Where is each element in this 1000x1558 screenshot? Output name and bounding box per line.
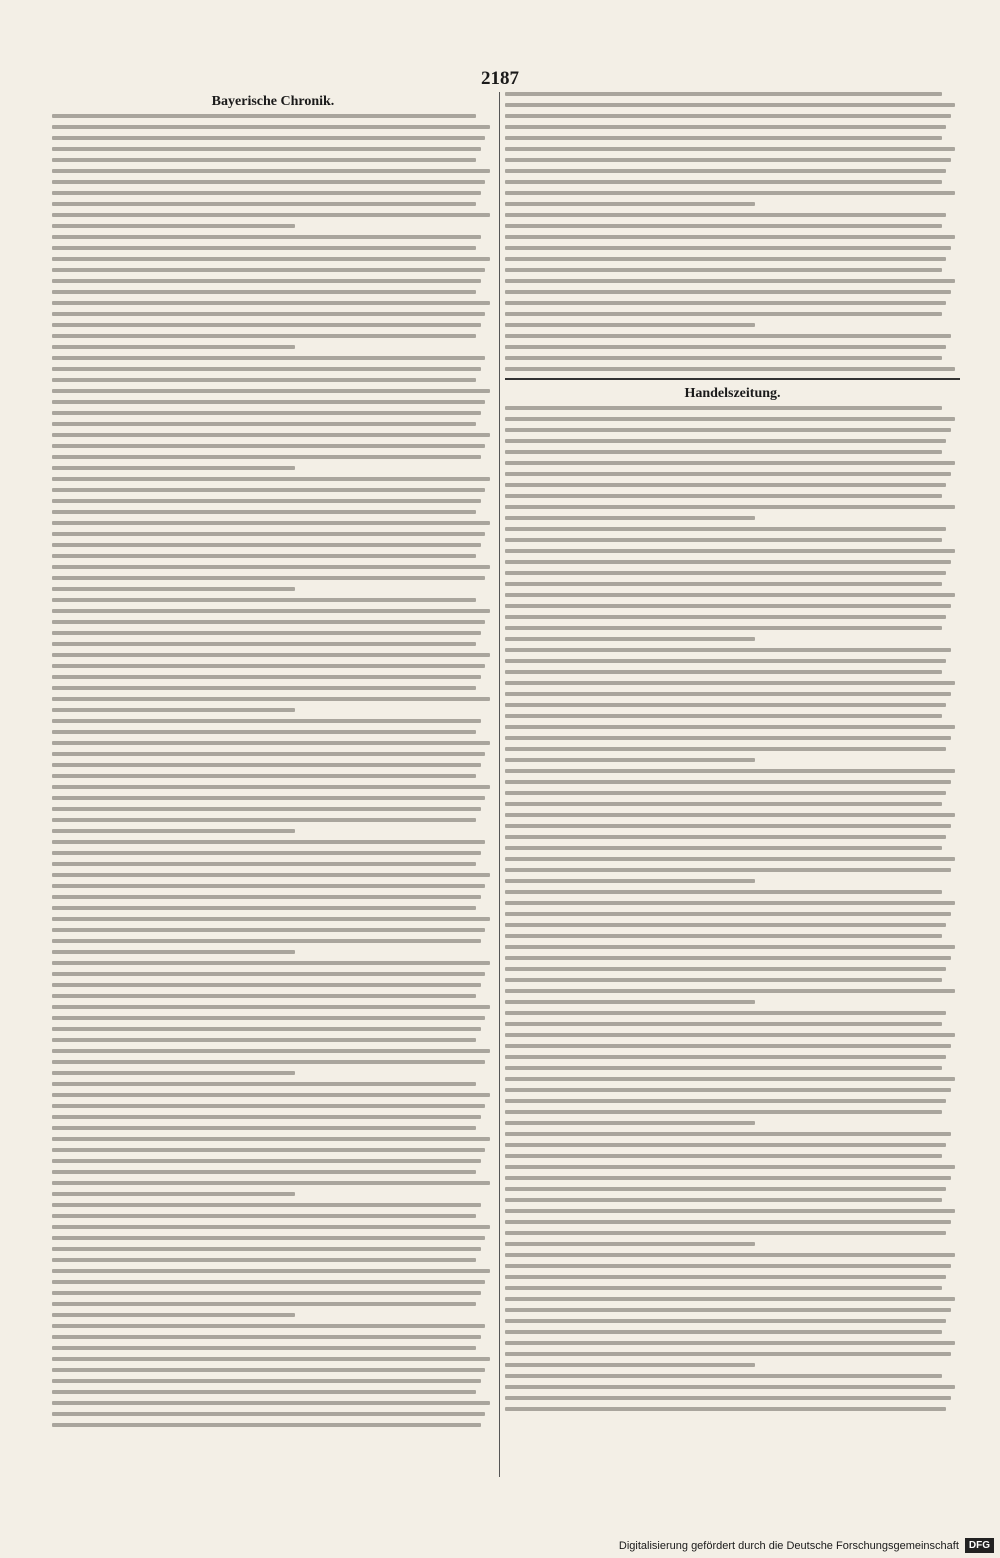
text-line	[52, 169, 490, 173]
text-line	[52, 939, 481, 943]
section-rule	[505, 378, 960, 380]
text-line	[505, 1308, 951, 1312]
text-line	[52, 1346, 476, 1350]
text-line	[52, 917, 490, 921]
text-line	[52, 499, 481, 503]
text-line	[52, 1335, 481, 1339]
text-line	[52, 1368, 485, 1372]
text-line	[52, 642, 476, 646]
text-line	[505, 681, 955, 685]
text-line	[52, 587, 295, 591]
text-line	[505, 912, 951, 916]
text-line	[505, 890, 942, 894]
text-line	[52, 620, 485, 624]
text-line	[52, 1401, 490, 1405]
text-line	[505, 1374, 942, 1378]
text-line	[52, 1137, 490, 1141]
text-line	[505, 747, 946, 751]
text-line	[505, 417, 955, 421]
text-line	[505, 1275, 946, 1279]
text-line	[52, 961, 490, 965]
dfg-logo: DFG	[965, 1538, 994, 1553]
text-line	[52, 543, 481, 547]
text-line	[505, 659, 946, 663]
text-line	[52, 433, 490, 437]
text-line	[52, 983, 481, 987]
text-line	[52, 708, 295, 712]
text-line	[505, 1176, 951, 1180]
text-line	[505, 1154, 942, 1158]
text-line	[505, 1341, 955, 1345]
text-line	[52, 290, 476, 294]
text-line	[52, 840, 485, 844]
text-line	[505, 648, 951, 652]
text-line	[52, 1082, 476, 1086]
text-line	[505, 1242, 755, 1246]
text-line	[52, 312, 485, 316]
text-line	[52, 1093, 490, 1097]
right-column-text-top	[505, 92, 960, 371]
text-line	[505, 334, 951, 338]
text-line	[505, 147, 955, 151]
text-line	[52, 774, 476, 778]
text-line	[52, 114, 476, 118]
text-line	[505, 1198, 942, 1202]
text-line	[52, 972, 485, 976]
text-line	[505, 483, 946, 487]
text-line	[505, 527, 946, 531]
text-line	[505, 92, 942, 96]
text-line	[52, 521, 490, 525]
text-line	[505, 703, 946, 707]
text-line	[52, 752, 485, 756]
text-line	[505, 202, 755, 206]
text-line	[52, 268, 485, 272]
text-line	[52, 1181, 490, 1185]
text-line	[505, 846, 942, 850]
text-line	[52, 1236, 485, 1240]
text-line	[52, 1126, 476, 1130]
text-line	[505, 945, 955, 949]
text-line	[505, 736, 951, 740]
text-line	[505, 158, 951, 162]
text-line	[505, 1231, 946, 1235]
text-line	[505, 923, 946, 927]
footer-credit: Digitalisierung gefördert durch die Deutsche Forschungsgemeinschaft	[618, 1539, 959, 1552]
text-line	[52, 576, 485, 580]
text-line	[52, 873, 490, 877]
text-line	[505, 1330, 942, 1334]
text-line	[52, 598, 476, 602]
text-line	[52, 1247, 481, 1251]
text-line	[505, 224, 942, 228]
text-line	[505, 213, 946, 217]
text-line	[505, 582, 942, 586]
text-line	[52, 1390, 476, 1394]
text-line	[505, 1319, 946, 1323]
text-line	[52, 488, 485, 492]
text-line	[505, 802, 942, 806]
text-line	[505, 450, 942, 454]
text-line	[52, 1423, 481, 1427]
text-line	[52, 147, 481, 151]
text-line	[52, 565, 490, 569]
text-line	[52, 1060, 485, 1064]
text-line	[505, 967, 946, 971]
text-line	[505, 714, 942, 718]
text-line	[52, 356, 485, 360]
text-line	[505, 1396, 951, 1400]
text-line	[505, 879, 755, 883]
text-line	[52, 928, 485, 932]
text-line	[505, 1209, 955, 1213]
text-line	[505, 367, 955, 371]
text-line	[52, 510, 476, 514]
text-line	[52, 1071, 295, 1075]
text-line	[505, 857, 955, 861]
text-line	[505, 1264, 951, 1268]
section-title-bayerische-chronik: Bayerische Chronik.	[211, 94, 335, 109]
text-line	[52, 334, 476, 338]
text-line	[505, 246, 951, 250]
text-line	[52, 411, 481, 415]
text-line	[52, 554, 476, 558]
text-line	[52, 323, 481, 327]
text-line	[52, 1302, 476, 1306]
text-line	[505, 549, 955, 553]
text-line	[505, 835, 946, 839]
text-line	[505, 1220, 951, 1224]
text-line	[505, 1187, 946, 1191]
text-line	[505, 136, 942, 140]
text-line	[52, 818, 476, 822]
text-line	[52, 1412, 485, 1416]
text-line	[52, 1214, 476, 1218]
text-line	[52, 1016, 485, 1020]
text-line	[52, 730, 476, 734]
text-line	[52, 1313, 295, 1317]
text-line	[52, 862, 476, 866]
text-line	[505, 1077, 955, 1081]
text-line	[505, 461, 955, 465]
text-line	[52, 653, 490, 657]
text-line	[505, 268, 942, 272]
text-line	[52, 180, 485, 184]
text-line	[505, 615, 946, 619]
text-line	[505, 180, 942, 184]
text-line	[52, 950, 295, 954]
text-line	[52, 1170, 476, 1174]
text-line	[52, 1005, 490, 1009]
text-line	[505, 1407, 946, 1411]
text-line	[505, 1055, 946, 1059]
text-line	[52, 609, 490, 613]
text-line	[52, 807, 481, 811]
text-line	[505, 1165, 955, 1169]
text-line	[505, 560, 951, 564]
text-line	[52, 851, 481, 855]
text-line	[505, 356, 942, 360]
text-line	[505, 494, 942, 498]
text-line	[505, 1011, 946, 1015]
text-line	[52, 235, 481, 239]
text-line	[52, 763, 481, 767]
text-line	[505, 604, 951, 608]
text-line	[505, 1121, 755, 1125]
text-line	[505, 257, 946, 261]
text-line	[52, 1357, 490, 1361]
text-line	[52, 1280, 485, 1284]
text-line	[52, 477, 490, 481]
text-line	[52, 675, 481, 679]
text-line	[52, 906, 476, 910]
text-line	[505, 538, 942, 542]
text-line	[505, 813, 955, 817]
text-line	[52, 422, 476, 426]
text-line	[505, 868, 951, 872]
text-line	[505, 1385, 955, 1389]
text-line	[52, 246, 476, 250]
text-line	[52, 1192, 295, 1196]
right-column-text-bottom	[505, 406, 960, 1411]
text-line	[505, 169, 946, 173]
text-line	[505, 956, 951, 960]
text-line	[505, 1000, 755, 1004]
text-line	[52, 1225, 490, 1229]
text-line	[505, 901, 955, 905]
text-line	[52, 1027, 481, 1031]
page-number: 2187	[481, 68, 519, 89]
text-line	[52, 400, 485, 404]
text-line	[505, 114, 951, 118]
text-line	[505, 301, 946, 305]
text-line	[52, 224, 295, 228]
text-line	[505, 637, 755, 641]
text-line	[52, 1049, 490, 1053]
text-line	[505, 1253, 955, 1257]
text-line	[52, 741, 490, 745]
text-line	[52, 279, 481, 283]
text-line	[52, 829, 295, 833]
text-line	[505, 593, 955, 597]
text-line	[505, 1099, 946, 1103]
text-line	[505, 769, 955, 773]
text-line	[505, 1088, 951, 1092]
text-line	[52, 158, 476, 162]
text-line	[505, 692, 951, 696]
text-line	[52, 444, 485, 448]
text-line	[505, 103, 955, 107]
section-title-handelszeitung: Handelszeitung.	[684, 386, 781, 401]
text-line	[52, 1104, 485, 1108]
text-line	[52, 1148, 485, 1152]
text-line	[505, 1143, 946, 1147]
text-line	[505, 1110, 942, 1114]
text-line	[505, 1352, 951, 1356]
text-line	[52, 1291, 481, 1295]
text-line	[505, 1132, 951, 1136]
text-line	[52, 1324, 485, 1328]
text-line	[505, 1033, 955, 1037]
text-line	[505, 406, 942, 410]
text-line	[52, 1379, 481, 1383]
text-line	[52, 719, 481, 723]
text-line	[52, 697, 490, 701]
text-line	[52, 796, 485, 800]
text-line	[52, 1269, 490, 1273]
text-line	[505, 279, 955, 283]
text-line	[505, 505, 955, 509]
text-line	[52, 378, 476, 382]
text-line	[52, 1115, 481, 1119]
text-line	[505, 758, 755, 762]
text-line	[52, 367, 481, 371]
text-line	[52, 1038, 476, 1042]
text-line	[505, 824, 951, 828]
text-line	[52, 136, 485, 140]
text-line	[505, 472, 951, 476]
text-line	[52, 532, 485, 536]
text-line	[52, 994, 476, 998]
text-line	[52, 686, 476, 690]
text-line	[505, 1044, 951, 1048]
text-line	[505, 1066, 942, 1070]
text-line	[52, 125, 490, 129]
left-column	[52, 92, 494, 1477]
text-line	[52, 213, 490, 217]
text-line	[505, 125, 946, 129]
text-line	[505, 1022, 942, 1026]
text-line	[505, 626, 942, 630]
column-divider	[499, 92, 500, 1477]
text-line	[505, 978, 942, 982]
text-line	[505, 323, 755, 327]
text-line	[505, 571, 946, 575]
text-line	[52, 631, 481, 635]
text-line	[505, 1286, 942, 1290]
text-line	[52, 389, 490, 393]
text-line	[52, 202, 476, 206]
text-line	[505, 791, 946, 795]
text-line	[505, 312, 942, 316]
text-line	[505, 516, 755, 520]
text-line	[52, 257, 490, 261]
text-line	[505, 235, 955, 239]
text-line	[505, 934, 942, 938]
text-line	[52, 785, 490, 789]
text-line	[52, 466, 295, 470]
right-column	[505, 92, 960, 1477]
text-line	[505, 989, 955, 993]
text-line	[52, 1159, 481, 1163]
text-line	[505, 439, 946, 443]
footer	[0, 1538, 1000, 1553]
text-line	[52, 884, 485, 888]
text-line	[505, 725, 955, 729]
text-line	[505, 345, 946, 349]
text-line	[52, 301, 490, 305]
text-line	[52, 895, 481, 899]
text-line	[505, 290, 951, 294]
text-line	[52, 345, 295, 349]
text-line	[52, 664, 485, 668]
text-line	[505, 670, 942, 674]
text-line	[52, 455, 481, 459]
text-line	[52, 1258, 476, 1262]
text-line	[52, 191, 481, 195]
text-line	[52, 1203, 481, 1207]
text-line	[505, 780, 951, 784]
text-line	[505, 428, 951, 432]
text-line	[505, 191, 955, 195]
left-column-text	[52, 114, 494, 1427]
text-line	[505, 1363, 755, 1367]
text-line	[505, 1297, 955, 1301]
